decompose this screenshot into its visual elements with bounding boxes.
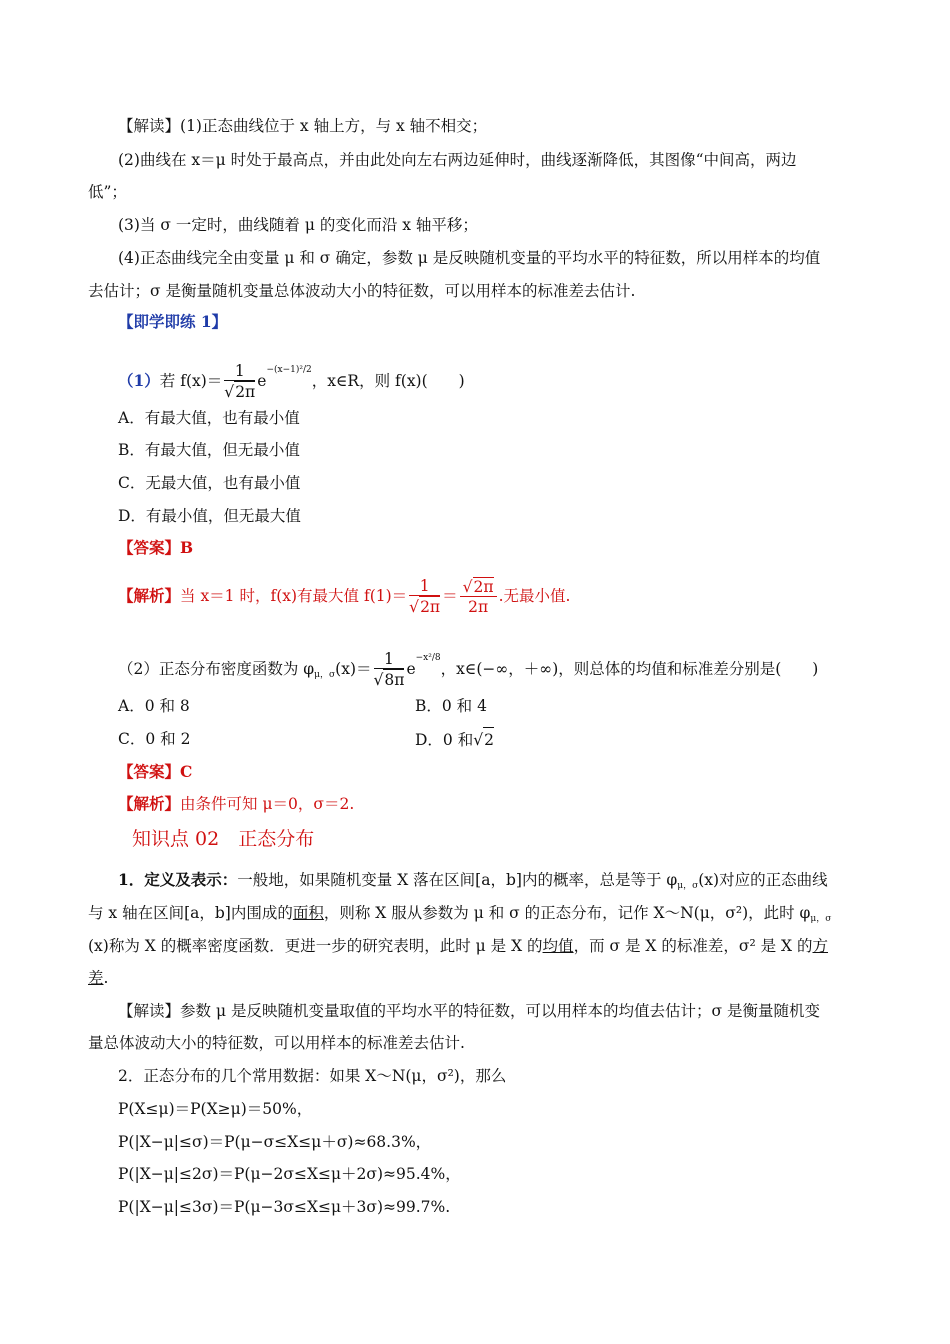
interpretation-tag: 【解读】	[118, 117, 181, 135]
question-1-fraction: $\frac{1}{√2\pi}$	[224, 362, 256, 401]
definition-line-1: 1．定义及表示：一般地，如果随机变量 X 落在区间[a，b]内的概率，总是等于 $\varphi_{\mu,\sigma}(x)$对应的正态曲线	[118, 870, 828, 891]
question-1-option-a: A．有最大值，也有最小值	[118, 409, 300, 427]
question-2: （2）正态分布密度函数为 $\varphi_{\mu,\sigma}(x)=$ $\frac{1}{√8\pi}$ $e^{-x^2/8}$，x∈(−∞，＋∞)，则总体的均值和标准差分别是( )	[118, 650, 819, 689]
practice-heading: 【即学即练 1】	[118, 312, 228, 331]
question-2-number: （2）	[118, 660, 159, 678]
question-1-answer: 【答案】B	[118, 538, 194, 557]
question-1-option-b: B．有最大值，但无最小值	[118, 441, 300, 459]
question-2-option-a: A．0 和 8	[118, 697, 190, 715]
question-2-option-c: C．0 和 2	[118, 730, 191, 748]
question-2-option-d: D．0 和√2	[415, 727, 494, 752]
interpretation-1-line-6: 去估计；σ 是衡量随机变量总体波动大小的特征数，可以用样本的标准差去估计.	[88, 282, 636, 300]
question-1-option-d: D．有最小值，但无最大值	[118, 507, 301, 525]
interpretation-2-line-1: 【解读】参数 μ 是反映随机变量取值的平均水平的特征数，可以用样本的均值去估计；σ 是衡量随机变	[118, 1002, 820, 1020]
section-title: 知识点 02 正态分布	[132, 828, 315, 850]
question-1-option-c: C．无最大值，也有最小值	[118, 474, 301, 492]
question-1: （1）若 f(x)＝ $\frac{1}{√2\pi}$ $e^{-(x-1)^2/2}$，x∈R，则 f(x)( )	[118, 362, 465, 401]
question-2-options-row-2	[118, 727, 894, 751]
question-1-number: （1）	[118, 371, 160, 390]
interpretation-2-line-2: 量总体波动大小的特征数，可以用样本的标准差去估计.	[88, 1034, 465, 1052]
interpretation-1-line-1: 【解读】(1)正态曲线位于 x 轴上方，与 x 轴不相交；	[118, 117, 488, 135]
common-data-item-1: P(X≤μ)＝P(X≥μ)＝50%，	[118, 1100, 313, 1118]
common-data-item-3: P(|X−μ|≤2σ)＝P(μ−2σ≤X≤μ＋2σ)≈95.4%，	[118, 1165, 461, 1183]
interpretation-1-line-3: 低”；	[88, 183, 127, 201]
definition-line-3: (x)称为 X 的概率密度函数．更进一步的研究表明，此时 μ 是 X 的均值，而 σ 是 X 的标准差，σ² 是 X 的方	[88, 937, 829, 955]
common-data-item-4: P(|X−μ|≤3σ)＝P(μ−3σ≤X≤μ＋3σ)≈99.7%.	[118, 1198, 451, 1216]
question-2-option-b: B．0 和 4	[415, 697, 487, 715]
question-2-answer: 【答案】C	[118, 762, 193, 781]
question-2-options-row-1	[118, 694, 894, 718]
common-data-item-2: P(|X−μ|≤σ)＝P(μ−σ≤X≤μ＋σ)≈68.3%，	[118, 1133, 432, 1151]
question-2-exponent: −x²/8	[415, 653, 441, 663]
interpretation-1-line-5: (4)正态曲线完全由变量 μ 和 σ 确定，参数 μ 是反映随机变量的平均水平的特征数，所以用样本的均值	[118, 249, 821, 267]
interpretation-1-line-4: (3)当 σ 一定时，曲线随着 μ 的变化而沿 x 轴平移；	[118, 216, 478, 234]
definition-line-4: 差.	[88, 969, 109, 987]
interpretation-1-line-2: (2)曲线在 x＝μ 时处于最高点，并由此处向左右两边延伸时，曲线逐渐降低，其图像“中间高，两边	[118, 151, 797, 169]
question-1-analysis: 【解析】当 x＝1 时，f(x)有最大值 f(1)＝ $\frac{1}{√2\pi}$ ＝ $\frac{√2\pi}{2\pi}$ .无最小值.	[118, 577, 571, 616]
common-data-label: 2．正态分布的几个常用数据：如果 X～N(μ，σ²)，那么	[118, 1067, 507, 1085]
question-2-analysis: 【解析】由条件可知 μ＝0，σ＝2.	[118, 794, 355, 813]
question-1-exponent: −(x−1)²/2	[266, 365, 312, 375]
definition-line-2: 与 x 轴在区间[a，b]内围成的面积，则称 X 服从参数为 μ 和 σ 的正态分布，记作 X～N(μ，σ²)，此时 $\varphi_{\mu,\sigma}$	[88, 904, 832, 924]
